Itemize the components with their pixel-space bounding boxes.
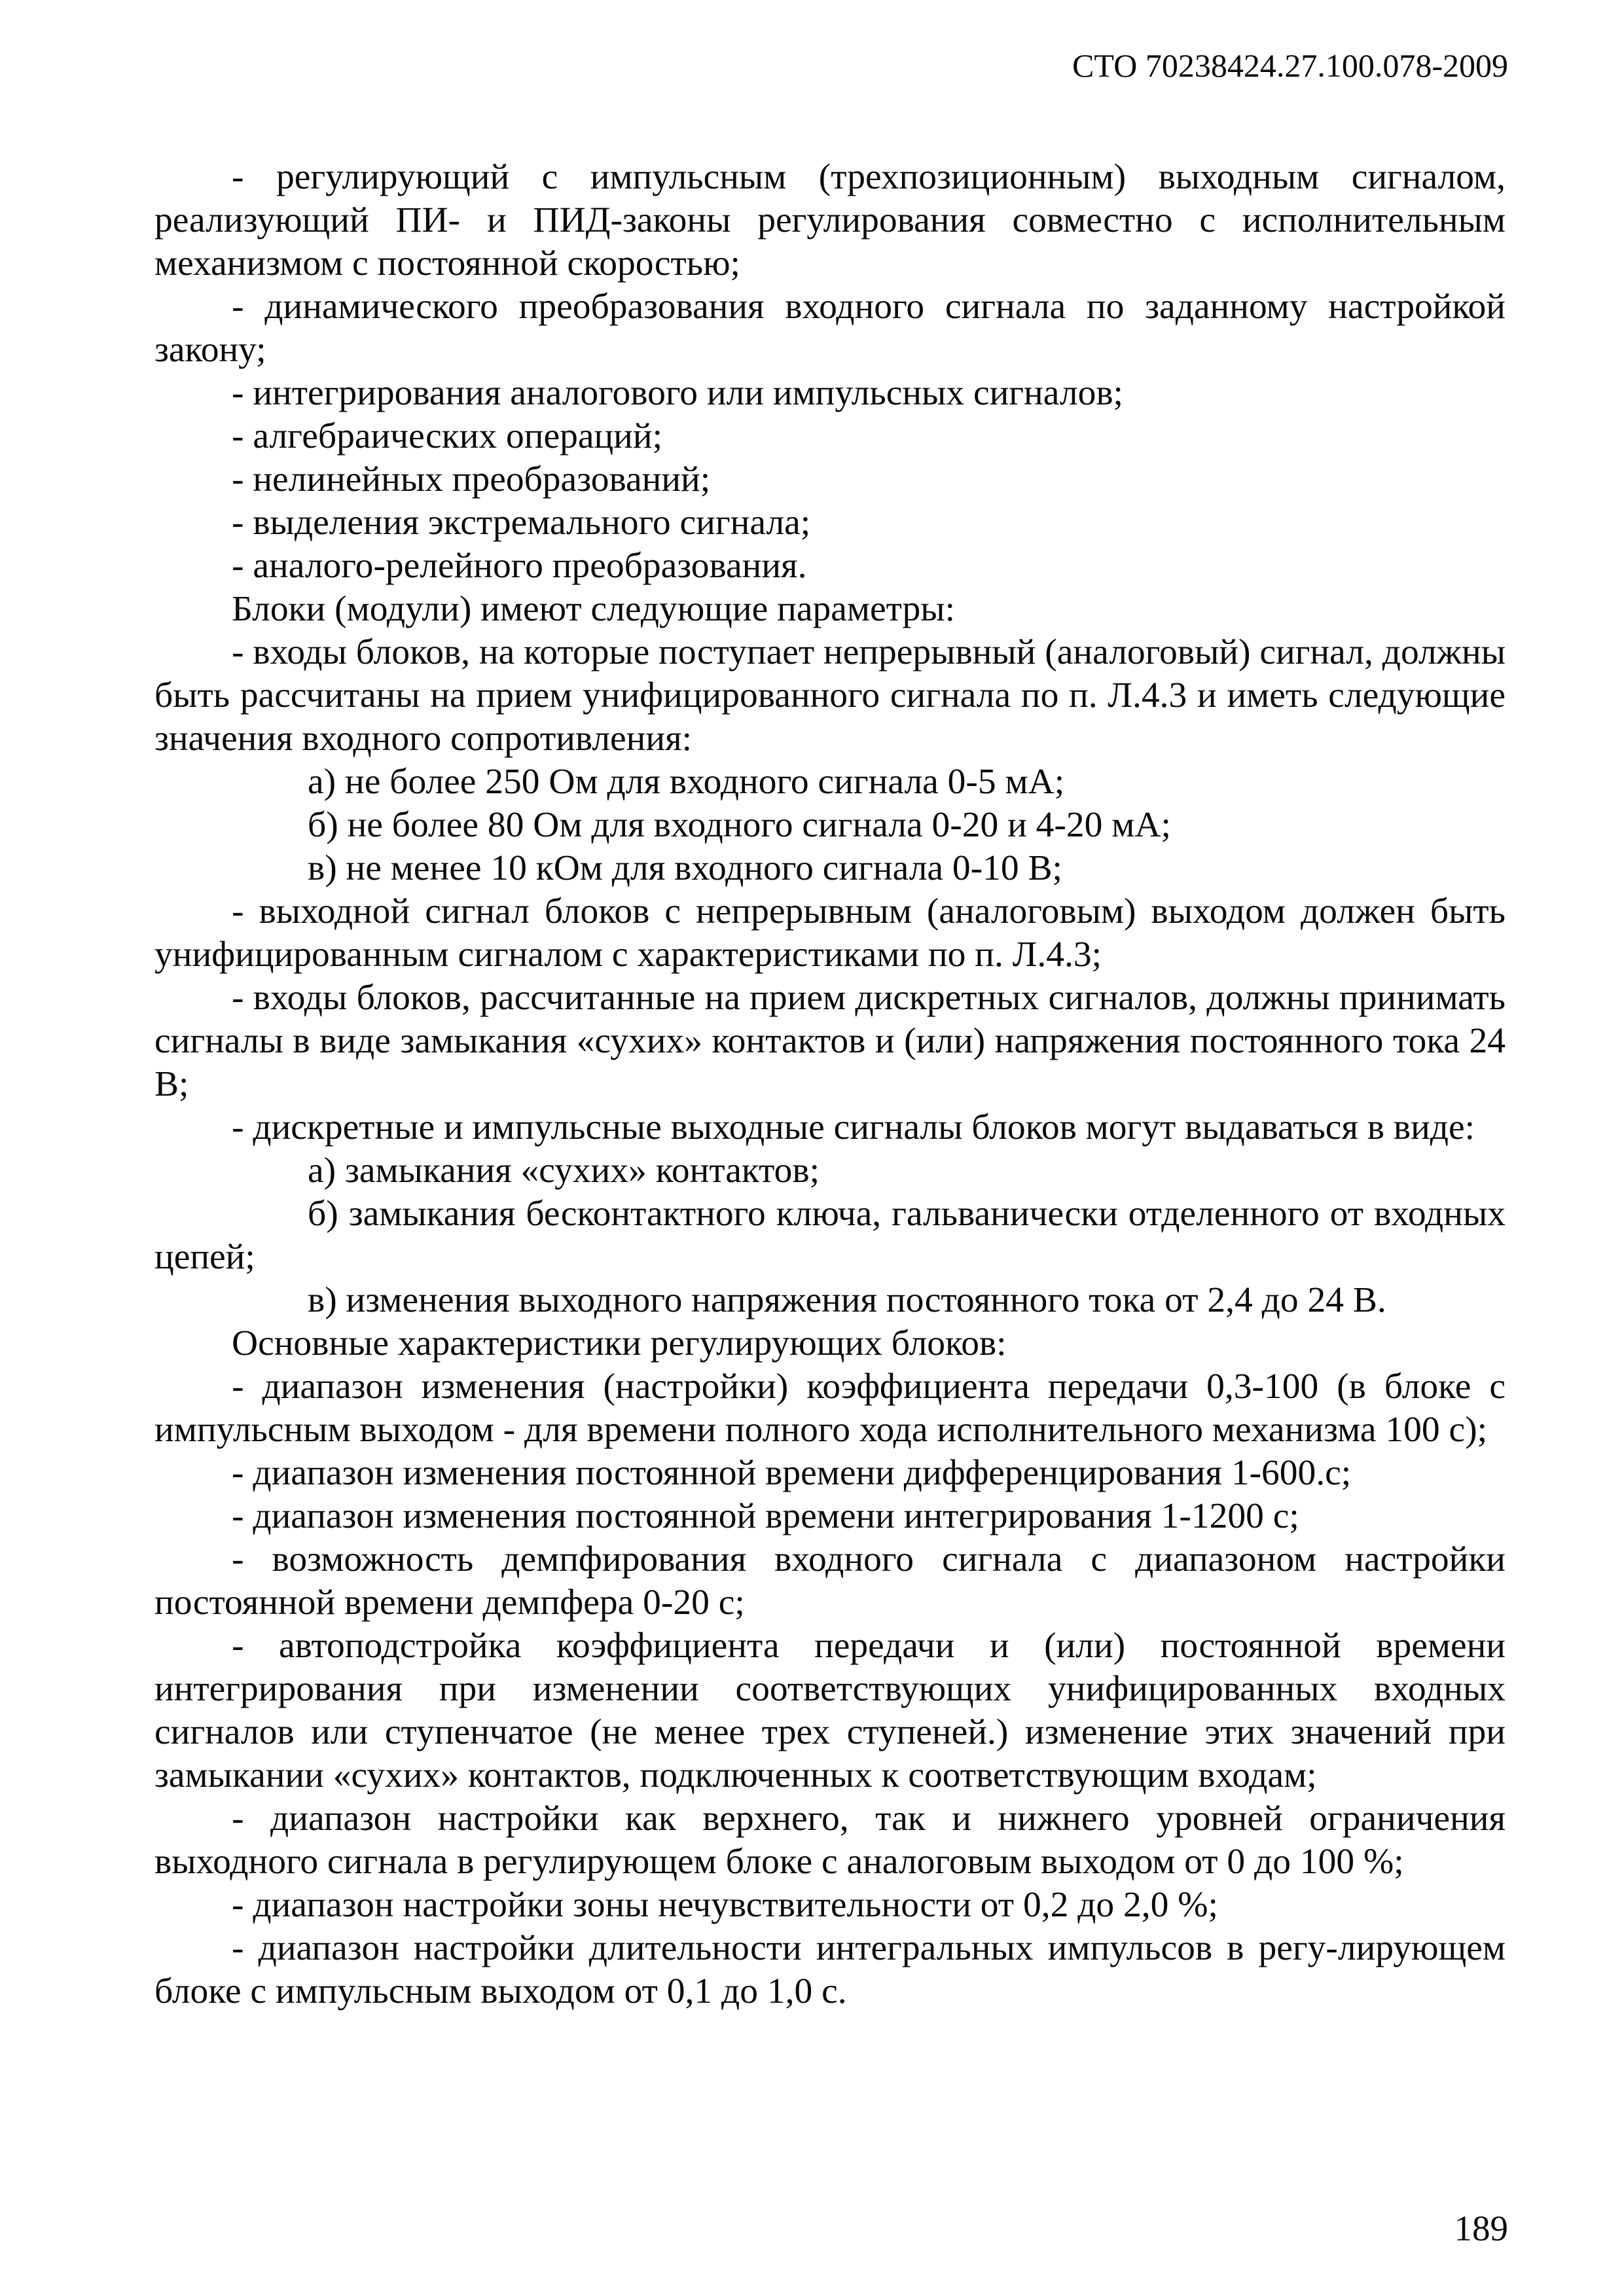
page-number: 189: [1454, 2208, 1508, 2248]
bullet-analog-output: - выходной сигнал блоков с непрерывным (аналоговым) выходом должен быть унифицированным сигналом с характеристиками по п. Л.4.3;: [154, 891, 1506, 975]
intro-block-parameters: Блоки (модули) имеют следующие параметры:: [232, 589, 955, 629]
bullet-pulse-duration: - диапазон настройки длительности интегральных импульсов в регу-лирующем блоке с импульсным выходом от 0,1 до 1,0 с.: [154, 1928, 1506, 2011]
bullet-dead-zone: - диапазон настройки зоны нечувствительности от 0,2 до 2,0 %;: [232, 1885, 1218, 1925]
bullet-analog-inputs: - входы блоков, на которые поступает непрерывный (аналоговый) сигнал, должны быть рассчитаны на прием унифицированного сигнала по п. Л.4.3 и иметь следующие значения входного сопротивления:: [154, 632, 1506, 759]
bullet-discrete-inputs: - входы блоков, рассчитанные на прием дискретных сигналов, должны принимать сигналы в виде замыкания «сухих» контактов и (или) напряжения постоянного тока 24 В;: [154, 978, 1506, 1104]
intro-main-characteristics: Основные характеристики регулирующих блоков:: [232, 1323, 1007, 1363]
bullet-regulator-impulse: - регулирующий с импульсным (трехпозиционным) выходным сигналом, реализующий ПИ- и ПИД-законы регулирования совместно с исполнительным механизмом с постоянной скоростью;: [154, 157, 1506, 283]
sub-item-b-contactless-key: б) замыкания бесконтактного ключа, гальванически отделенного от входных цепей;: [154, 1194, 1506, 1277]
bullet-integral-time: - диапазон изменения постоянной времени интегрирования 1-1200 с;: [232, 1496, 1299, 1536]
sub-item-c-voltage-change: в) изменения выходного напряжения постоянного тока от 2,4 до 24 В.: [308, 1280, 1386, 1320]
bullet-dynamic-conversion: - динамического преобразования входного сигнала по заданному настройкой закону;: [154, 287, 1506, 370]
document-code-header: СТО 70238424.27.100.078-2009: [1072, 47, 1508, 84]
bullet-extremal: - выделения экстремального сигнала;: [232, 503, 811, 543]
sub-item-c-10-kohm: в) не менее 10 кОм для входного сигнала 0-10 В;: [308, 848, 1062, 888]
sub-item-b-80-ohm: б) не более 80 Ом для входного сигнала 0-20 и 4-20 мА;: [308, 805, 1171, 845]
bullet-discrete-outputs: - дискретные и импульсные выходные сигналы блоков могут выдаваться в виде:: [232, 1107, 1475, 1147]
bullet-algebraic: - алгебраических операций;: [232, 416, 663, 456]
bullet-gain-range: - диапазон изменения (настройки) коэффициента передачи 0,3-100 (в блоке с импульсным выходом - для времени полного хода исполнительного механизма 100 с);: [154, 1367, 1506, 1450]
bullet-analog-relay: - аналого-релейного преобразования.: [232, 546, 807, 586]
bullet-nonlinear: - нелинейных преобразований;: [232, 459, 711, 499]
bullet-derivative-time: - диапазон изменения постоянной времени дифференцирования 1-600.с;: [232, 1453, 1352, 1493]
document-body: [154, 156, 1506, 2013]
bullet-autotuning: - автоподстройка коэффициента передачи и (или) постоянной времени интегрирования при изменении соответствующих унифицированных входных сигналов или ступенчатое (не менее трех ступеней.) изменение этих значений при замыкании «сухих» контактов, подключенных к соответствующим входам;: [154, 1626, 1506, 1795]
sub-item-a-dry-contacts: а) замыкания «сухих» контактов;: [308, 1151, 820, 1191]
bullet-output-limits: - диапазон настройки как верхнего, так и нижнего уровней ограничения выходного сигнала в регулирующем блоке с аналоговым выходом от 0 до 100 %;: [154, 1799, 1506, 1882]
sub-item-a-250-ohm: а) не более 250 Ом для входного сигнала 0-5 мА;: [308, 762, 1065, 802]
bullet-damping: - возможность демпфирования входного сигнала с диапазоном настройки постоянной времени демпфера 0-20 с;: [154, 1539, 1506, 1623]
bullet-integration: - интегрирования аналогового или импульсных сигналов;: [232, 373, 1123, 413]
